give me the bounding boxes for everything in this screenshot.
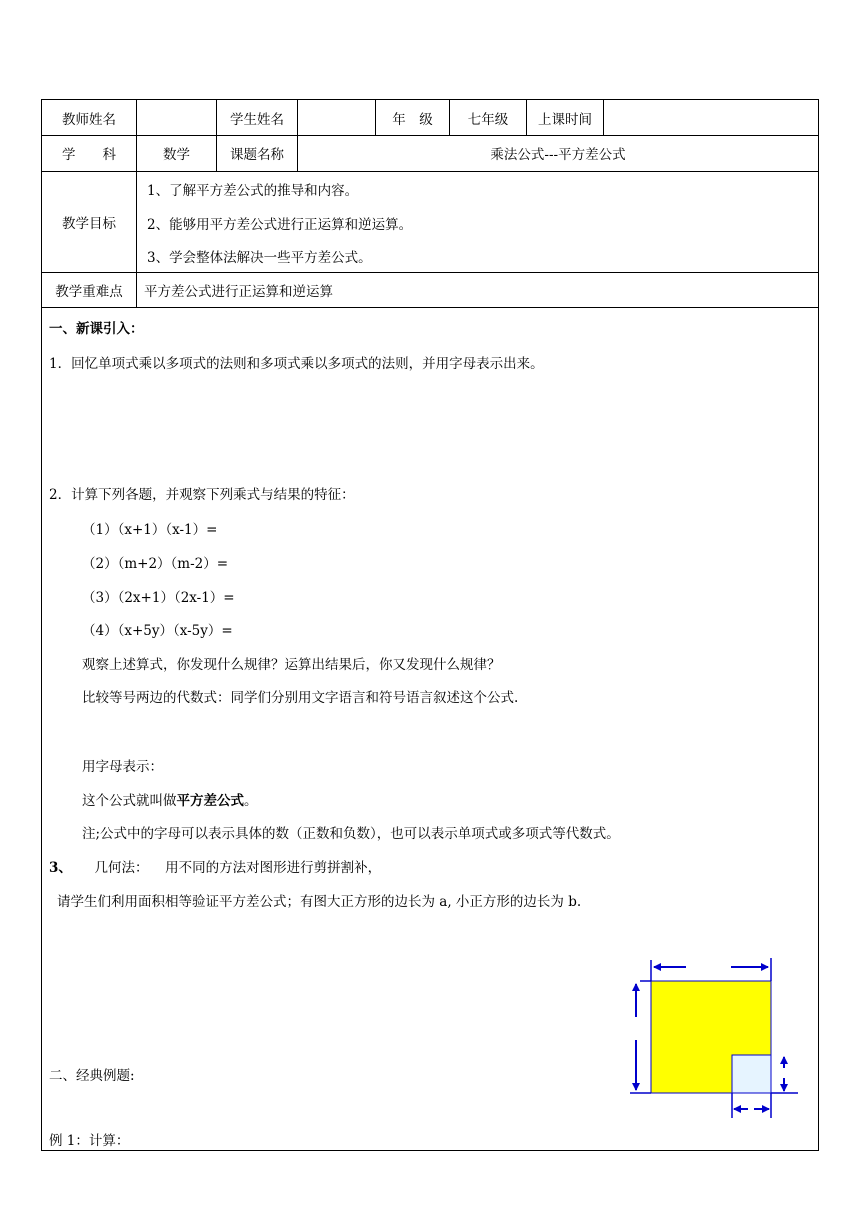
question-3 [49,856,381,876]
q3-number: 3、 [49,860,72,876]
goals-label: 教学目标 [42,171,137,272]
goals-row [42,171,818,273]
q3-detail: 请学生们利用面积相等验证平方差公式；有图大正方形的边长为 a, 小正方形的边长为 b. [57,894,582,910]
exercise-1: （1）（x+1）（x-1）= [82,522,218,538]
goal-item: 3、学会整体法解决一些平方差公式。 [147,250,372,266]
student-value[interactable] [298,100,376,135]
exercise-2: （2）（m+2）（m-2）= [82,556,229,572]
topic-label: 课题名称 [217,135,298,171]
focus-value: 平方差公式进行正运算和逆运算 [144,283,333,300]
grade-label: 年 级 [376,100,450,135]
main-content [42,307,818,1150]
subject-label: 学 科 [42,135,137,171]
formula-line [82,789,258,809]
formula-prefix: 这个公式就叫做 [82,793,177,809]
question-1: 1．回忆单项式乘以多项式的法则和多项式乘以多项式的法则，并用字母表示出来。 [49,356,544,372]
teacher-value[interactable] [137,100,217,135]
time-value[interactable] [604,100,818,135]
letters-text: 用字母表示： [82,759,163,775]
note-text: 注;公式中的字母可以表示具体的数（正数和负数），也可以表示单项式或多项式等代数式。 [82,826,620,842]
section1-heading: 一、新课引入： [49,321,144,337]
exercise-3: （3）（2x+1）（2x-1）= [82,590,235,606]
focus-label: 教学重难点 [42,272,137,307]
subject-value: 数学 [137,135,217,171]
teacher-label: 教师姓名 [42,100,137,135]
exercise-4: （4）（x+5y）（x-5y）= [82,623,233,639]
student-label: 学生姓名 [217,100,298,135]
goal-item: 1、了解平方差公式的推导和内容。 [147,183,359,199]
goal-item: 2、能够用平方差公式进行正运算和逆运算。 [147,217,413,233]
header-row-2 [42,135,818,172]
time-label: 上课时间 [527,100,604,135]
observe-text: 观察上述算式，你发现什么规律？运算出结果后，你又发现什么规律？ [82,657,501,673]
grade-value: 七年级 [450,100,527,135]
section2-heading: 二、经典例题: [49,1068,135,1084]
compare-text: 比较等号两边的代数式：同学们分别用文字语言和符号语言叙述这个公式. [82,690,519,706]
formula-name: 平方差公式 [176,793,244,809]
formula-suffix: 。 [244,793,258,809]
q3-text: 用不同的方法对图形进行剪拼割补， [165,860,382,876]
small-square [732,1055,771,1093]
square-figure [626,952,801,1122]
question-2: 2．计算下列各题，并观察下列乘式与结果的特征： [49,487,355,503]
q3-title: 几何法： [94,860,149,876]
focus-row [42,272,818,308]
header-row-1 [42,100,818,136]
topic-value: 乘法公式---平方差公式 [490,147,626,163]
lesson-plan-table [41,99,819,1151]
goals-content [137,171,818,272]
example-1: 例 1：计算： [49,1133,130,1149]
